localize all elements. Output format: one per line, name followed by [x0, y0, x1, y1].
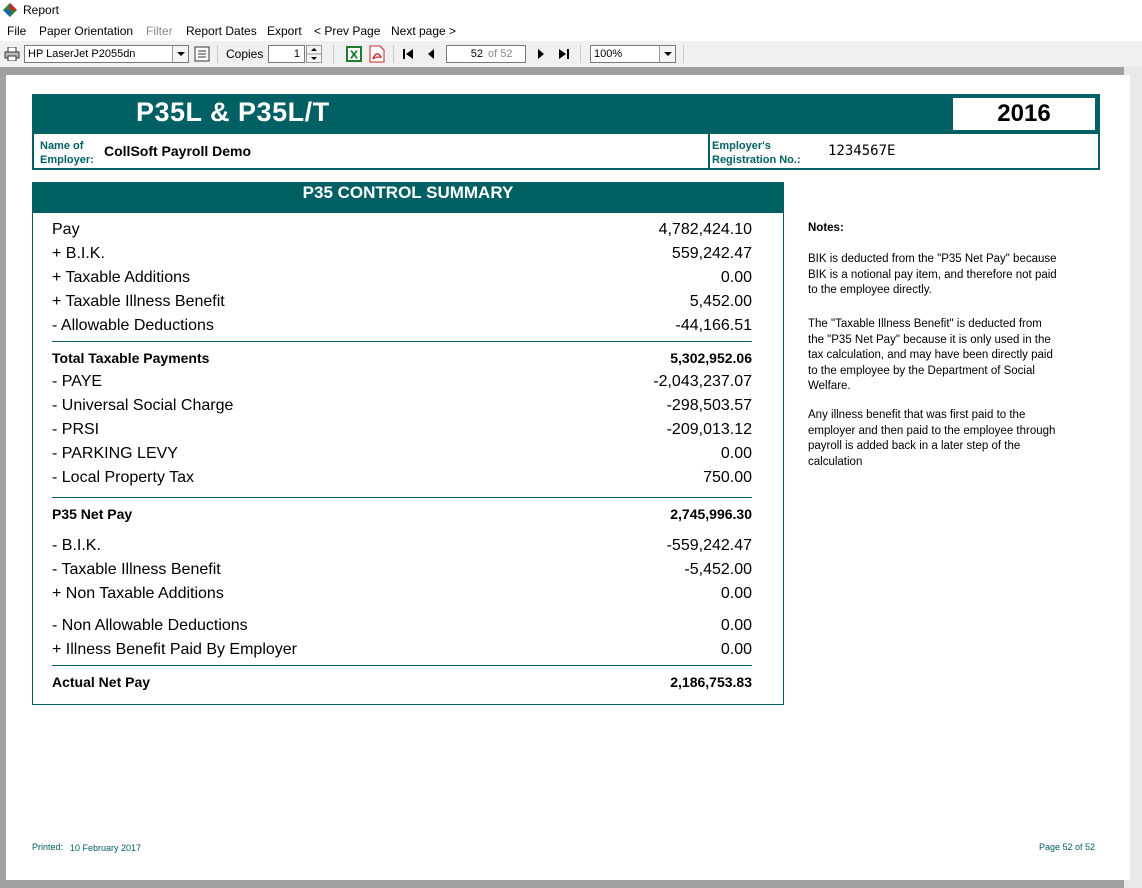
svg-text:X: X — [349, 48, 359, 62]
menu-paper-orientation[interactable]: Paper Orientation — [39, 24, 134, 38]
menu-report-dates[interactable]: Report Dates — [186, 24, 257, 38]
zoom-value: 100% — [594, 48, 623, 60]
printed-date: 10 February 2017 — [70, 843, 142, 853]
employer-name-label-line2: Employer: — [40, 154, 94, 166]
report-year: 2016 — [953, 98, 1095, 130]
printer-select[interactable] — [24, 45, 189, 63]
row-value-prsi: -209,013.12 — [666, 421, 752, 438]
row-value-total-taxable-payments: 5,302,952.06 — [670, 350, 752, 366]
row-value-pay: 4,782,424.10 — [658, 221, 752, 238]
prev-page-icon[interactable] — [426, 48, 436, 60]
employer-divider — [708, 134, 710, 170]
employer-registration-number: 1234567E — [828, 143, 896, 159]
window-title: Report — [23, 3, 60, 17]
row-label-prsi: - PRSI — [52, 421, 100, 438]
printer-properties-icon[interactable] — [194, 46, 210, 62]
toolbar-separator — [393, 45, 394, 63]
row-label-total-taxable-payments: Total Taxable Payments — [52, 350, 210, 366]
row-label-taxable-additions: + Taxable Additions — [52, 269, 191, 286]
first-page-icon[interactable] — [402, 48, 414, 60]
toolbar — [0, 41, 1142, 68]
row-label-bik: + B.I.K. — [52, 245, 105, 262]
menu-file[interactable]: File — [7, 24, 27, 38]
row-value-illness-benefit-paid-by-employer: 0.00 — [720, 641, 752, 658]
copies-label: Copies — [226, 47, 264, 61]
excel-export-icon[interactable] — [346, 46, 362, 62]
next-page-icon[interactable] — [536, 48, 546, 60]
employer-reg-label-line1: Employer's — [712, 140, 771, 152]
row-label-less-taxable-illness-benefit: - Taxable Illness Benefit — [52, 561, 221, 578]
row-value-paye: -2,043,237.07 — [653, 373, 752, 390]
copies-input[interactable] — [268, 45, 305, 63]
pdf-export-icon[interactable] — [369, 45, 385, 63]
toolbar-separator — [580, 45, 581, 63]
last-page-icon[interactable] — [558, 48, 570, 60]
section-divider — [52, 665, 752, 666]
row-value-taxable-illness-benefit: 5,452.00 — [689, 293, 752, 310]
row-label-illness-benefit-paid-by-employer: + Illness Benefit Paid By Employer — [52, 641, 298, 658]
notes-title: Notes: — [808, 222, 844, 234]
section-divider — [52, 497, 752, 498]
row-label-pay: Pay — [52, 221, 80, 238]
row-label-allowable-deductions: - Allowable Deductions — [52, 317, 214, 334]
row-value-less-bik: -559,242.47 — [666, 537, 752, 554]
row-value-less-taxable-illness-benefit: -5,452.00 — [684, 561, 752, 578]
row-value-non-taxable-additions: 0.00 — [720, 585, 752, 602]
chevron-down-icon[interactable] — [659, 46, 675, 62]
row-label-usc: - Universal Social Charge — [52, 397, 234, 414]
report-title: P35L & P35L/T — [136, 97, 330, 127]
row-value-actual-net-pay: 2,186,753.83 — [670, 674, 752, 690]
section-divider — [52, 341, 752, 342]
employer-name-label-line1: Name of — [40, 140, 84, 152]
row-value-usc: -298,503.57 — [666, 397, 752, 414]
printer-value: HP LaserJet P2055dn — [28, 48, 136, 60]
row-label-non-allowable-deductions: - Non Allowable Deductions — [52, 617, 248, 634]
chevron-down-icon[interactable] — [172, 46, 188, 62]
toolbar-separator — [683, 45, 684, 63]
note-illness-benefit-employer: Any illness benefit that was first paid to the employer and then paid to the employee through payroll is added back in a later step of the calculation — [808, 409, 1056, 468]
row-value-bik: 559,242.47 — [671, 245, 752, 262]
row-label-p35-net-pay: P35 Net Pay — [52, 506, 133, 522]
employer-name: CollSoft Payroll Demo — [104, 143, 252, 159]
row-label-taxable-illness-benefit: + Taxable Illness Benefit — [52, 293, 225, 310]
note-bik: BIK is deducted from the "P35 Net Pay" because BIK is a notional pay item, and therefore not paid to the employee directly. — [808, 253, 1057, 296]
title-bar — [0, 0, 1142, 21]
printed-label: Printed: — [32, 842, 64, 852]
row-value-p35-net-pay: 2,745,996.30 — [670, 506, 752, 522]
menu-prev-page[interactable]: < Prev Page — [314, 24, 381, 38]
row-value-non-allowable-deductions: 0.00 — [720, 617, 752, 634]
page-footer: Page 52 of 52 — [1039, 842, 1096, 852]
menu-filter[interactable]: Filter — [146, 24, 173, 38]
copies-stepper-icon[interactable] — [306, 45, 322, 63]
page-count-label: of 52 — [488, 48, 513, 60]
menu-bar — [0, 21, 1142, 41]
page-number-input[interactable] — [446, 45, 526, 63]
row-label-less-bik: - B.I.K. — [52, 537, 101, 554]
row-label-parking-levy: - PARKING LEVY — [52, 445, 178, 462]
row-label-actual-net-pay: Actual Net Pay — [52, 674, 151, 690]
row-label-non-taxable-additions: + Non Taxable Additions — [52, 585, 224, 602]
employer-reg-label-line2: Registration No.: — [712, 154, 801, 166]
copies-value: 1 — [293, 48, 300, 60]
row-label-local-property-tax: - Local Property Tax — [52, 469, 194, 486]
row-value-allowable-deductions: -44,166.51 — [675, 317, 752, 334]
toolbar-separator — [333, 45, 334, 63]
row-label-paye: - PAYE — [52, 373, 103, 390]
control-summary-title: P35 CONTROL SUMMARY — [32, 182, 784, 213]
menu-next-page[interactable]: Next page > — [391, 24, 457, 38]
printer-icon[interactable] — [4, 47, 20, 61]
app-icon — [3, 3, 17, 17]
zoom-select[interactable] — [590, 45, 676, 63]
note-taxable-illness-benefit: The "Taxable Illness Benefit" is deducted from the "P35 Net Pay" because it is only used in the tax calculation, and may have been directly paid to the employee by the Department of Social Welfare. — [808, 318, 1053, 392]
row-value-local-property-tax: 750.00 — [703, 469, 752, 486]
menu-export[interactable]: Export — [267, 24, 302, 38]
row-value-taxable-additions: 0.00 — [720, 269, 752, 286]
page-number-value: 52 — [470, 48, 483, 60]
toolbar-separator — [217, 45, 218, 63]
row-value-parking-levy: 0.00 — [720, 445, 752, 462]
